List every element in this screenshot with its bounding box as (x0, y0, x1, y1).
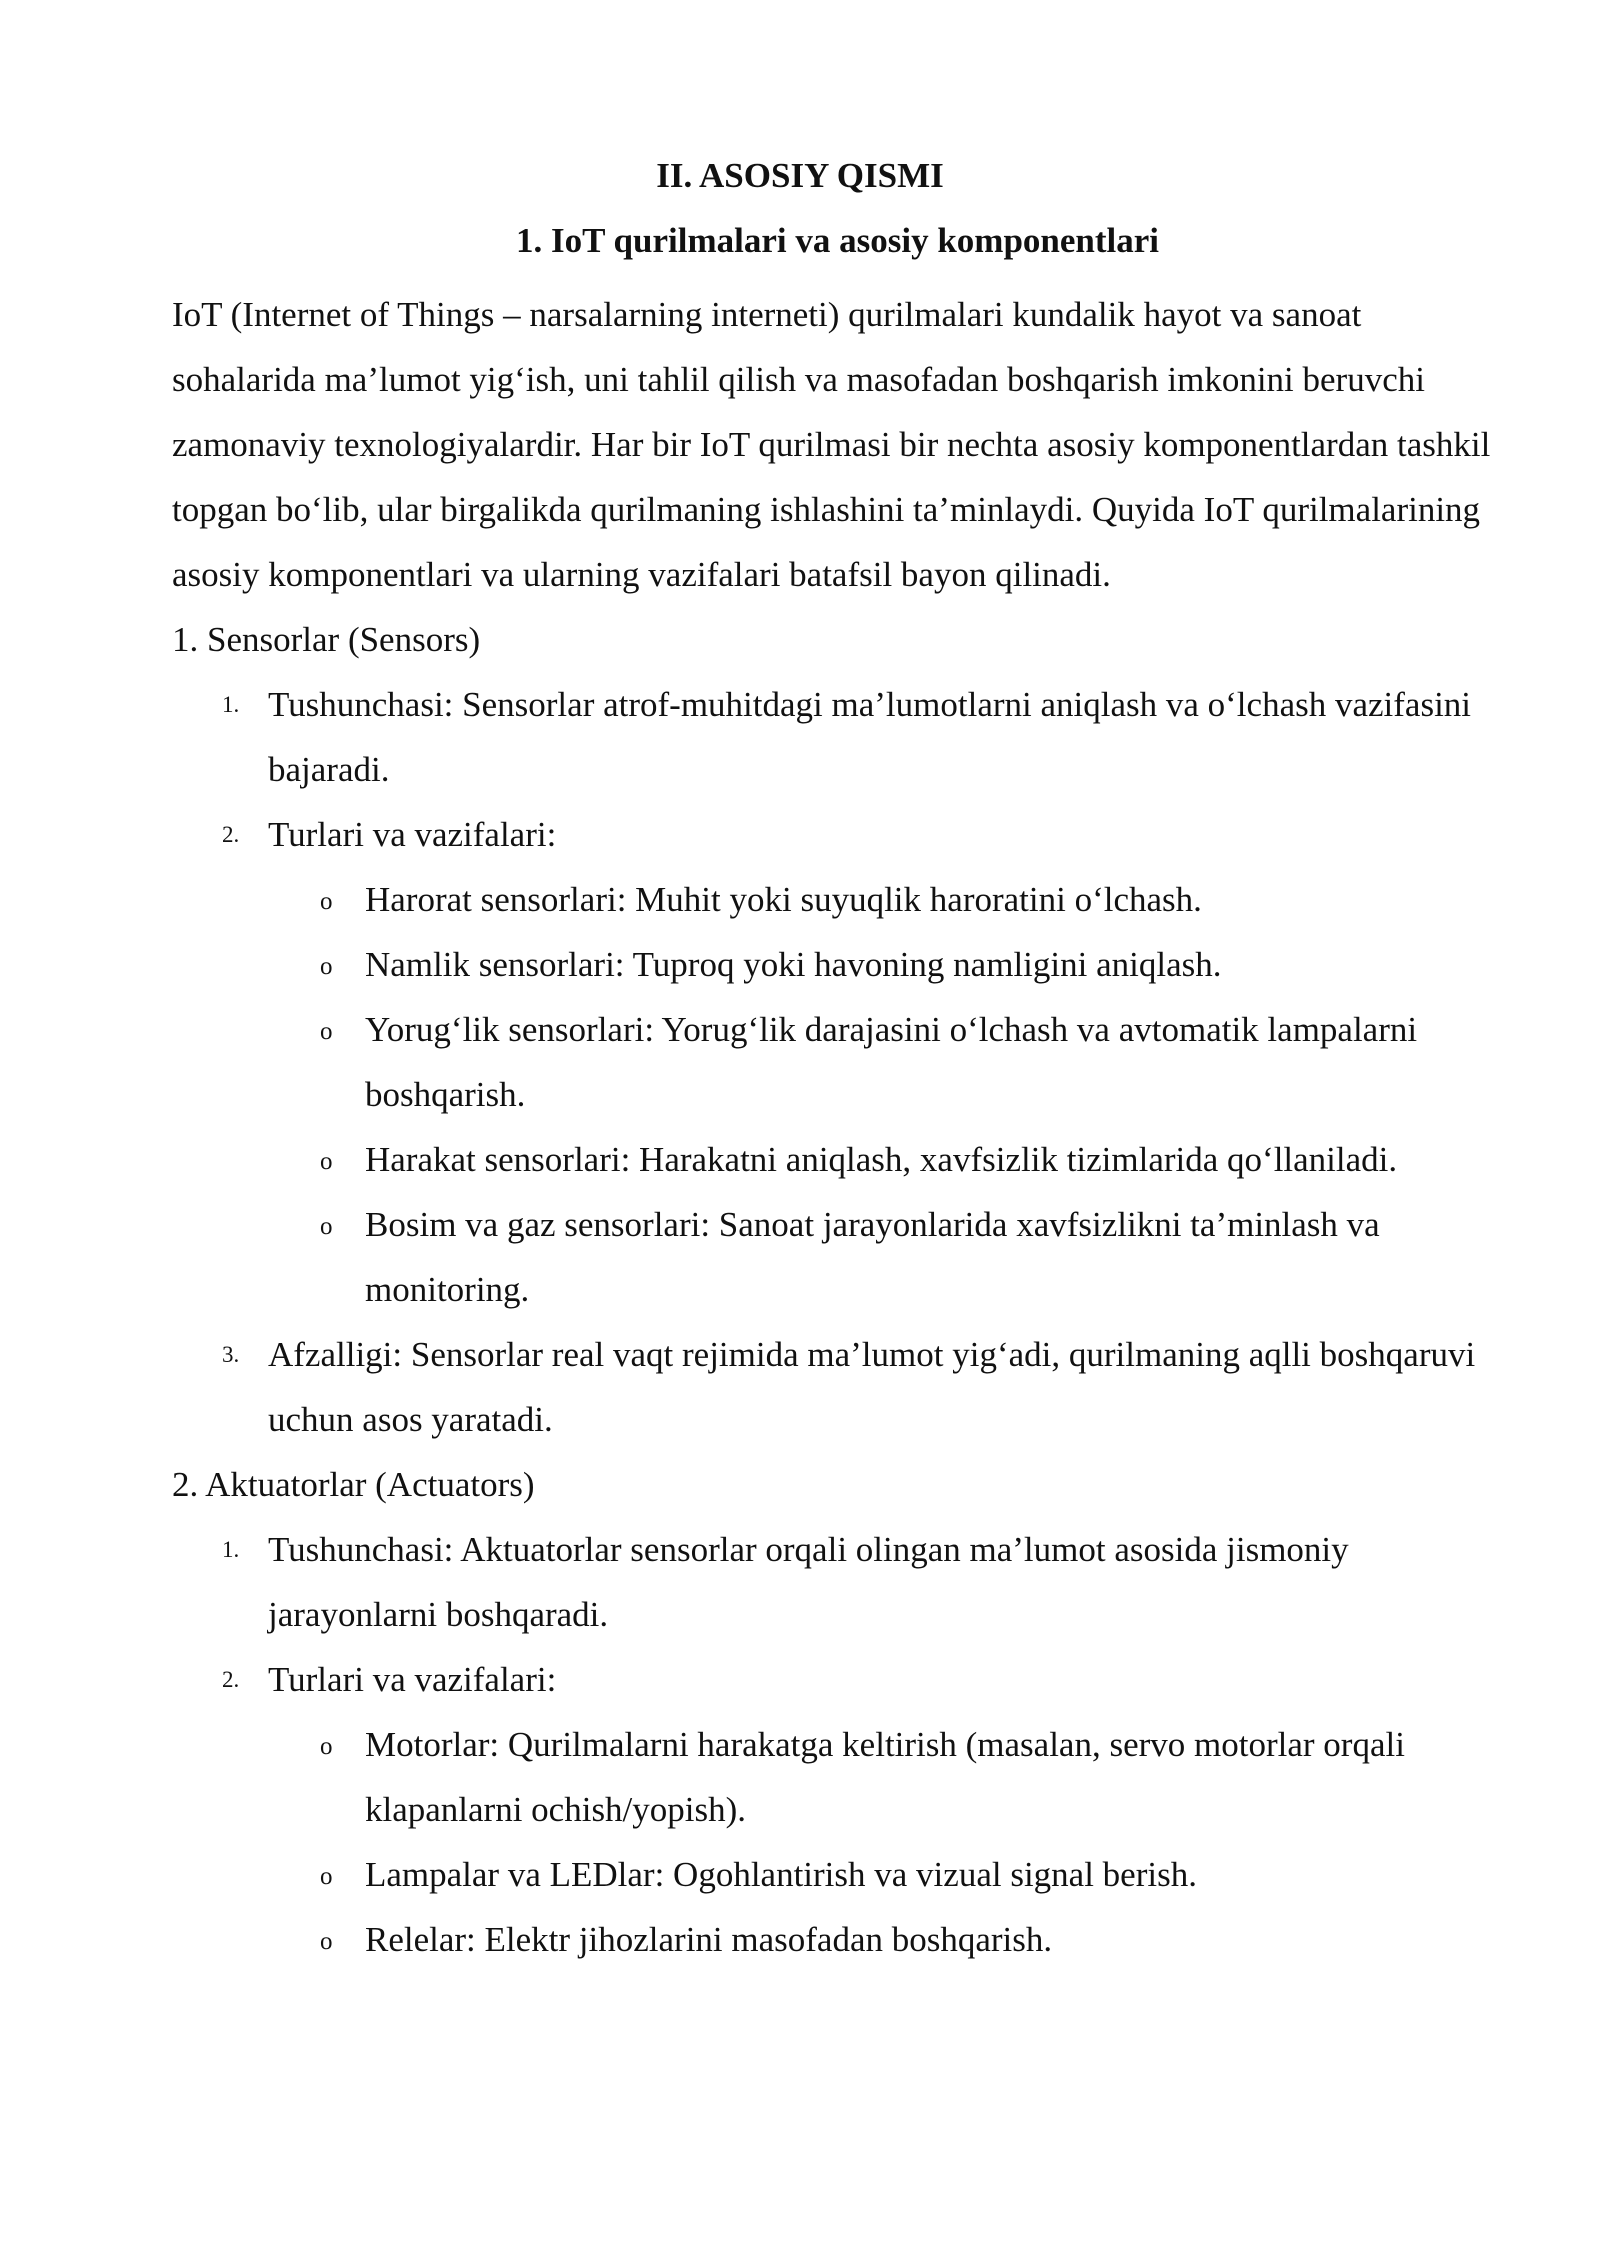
list-item-text: Tushunchasi: Aktuatorlar sensorlar orqali olingan ma’lumot asosida jismoniy jarayonlarni boshqaradi. (268, 1530, 1349, 1634)
list-number: 2. (222, 822, 240, 847)
bullet-marker: o (320, 953, 333, 980)
list-number: 2. (222, 1667, 240, 1692)
bullet-item (172, 1712, 1512, 1842)
bullet-text: Harorat sensorlari: Muhit yoki suyuqlik haroratini o‘lchash. (365, 880, 1202, 919)
section-heading-actuators: 2. Aktuatorlar (Actuators) (172, 1465, 535, 1504)
list-item (172, 1322, 1512, 1452)
list-item (172, 802, 1512, 867)
list-item-text: Turlari va vazifalari: (268, 815, 557, 854)
list-item (172, 1517, 1512, 1647)
bullet-marker: o (320, 1018, 333, 1045)
list-item-text: Tushunchasi: Sensorlar atrof-muhitdagi ma’lumotlarni aniqlash va o‘lchash vazifasini bajaradi. (268, 685, 1472, 789)
intro-paragraph: IoT (Internet of Things – narsalarning interneti) qurilmalari kundalik hayot va sanoat sohalarida ma’lumot yig‘ish, uni tahlil qilish va masofadan boshqarish imkonini beruvchi zamonaviy texnologiyalardir. Har bir IoT qurilmasi bir nechta asosiy komponentlardan tashkil topgan bo‘lib, ular birgalikda qurilmaning ishlashini ta’minlaydi. Quyida IoT qurilmalarining asosiy komponentlari va ularning vazifalari batafsil bayon qilinadi. (172, 295, 1491, 594)
bullet-text: Motorlar: Qurilmalarni harakatga keltirish (masalan, servo motorlar orqali klapanlarni ochish/yopish). (365, 1725, 1405, 1829)
bullet-marker: o (320, 888, 333, 915)
list-number: 3. (222, 1342, 240, 1367)
bullet-marker: o (320, 1213, 333, 1240)
bullet-marker: o (320, 1733, 333, 1760)
bullet-marker: o (320, 1148, 333, 1175)
bullet-item (172, 1192, 1512, 1322)
bullet-text: Namlik sensorlari: Tuproq yoki havoning namligini aniqlash. (365, 945, 1222, 984)
list-number: 1. (222, 1537, 240, 1562)
bullet-marker: o (320, 1863, 333, 1890)
bullet-item (172, 867, 1512, 932)
bullet-text: Yorug‘lik sensorlari: Yorug‘lik darajasini o‘lchash va avtomatik lampalarni boshqarish. (365, 1010, 1418, 1114)
list-item (172, 1647, 1512, 1712)
bullet-text: Harakat sensorlari: Harakatni aniqlash, xavfsizlik tizimlarida qo‘llaniladi. (365, 1140, 1398, 1179)
list-item-text: Turlari va vazifalari: (268, 1660, 557, 1699)
bullet-item (172, 932, 1512, 997)
bullet-text: Lampalar va LEDlar: Ogohlantirish va vizual signal berish. (365, 1855, 1197, 1894)
bullet-text: Relelar: Elektr jihozlarini masofadan boshqarish. (365, 1920, 1053, 1959)
document-body (172, 282, 1512, 1972)
bullet-item (172, 997, 1512, 1127)
bullet-marker: o (320, 1928, 333, 1955)
list-item-text: Afzalligi: Sensorlar real vaqt rejimida ma’lumot yig‘adi, qurilmaning aqlli boshqaruvi uchun asos yaratadi. (268, 1335, 1476, 1439)
subsection-title: 1. IoT qurilmalari va asosiy komponentlari (515, 221, 1160, 260)
bullet-item (172, 1907, 1512, 1972)
section-heading-sensors: 1. Sensorlar (Sensors) (172, 620, 481, 659)
section-title: II. ASOSIY QISMI (656, 156, 944, 195)
bullet-text: Bosim va gaz sensorlari: Sanoat jarayonlarida xavfsizlikni ta’minlash va monitoring. (365, 1205, 1380, 1309)
bullet-item (172, 1842, 1512, 1907)
bullet-item (172, 1127, 1512, 1192)
list-number: 1. (222, 692, 240, 717)
list-item (172, 672, 1512, 802)
